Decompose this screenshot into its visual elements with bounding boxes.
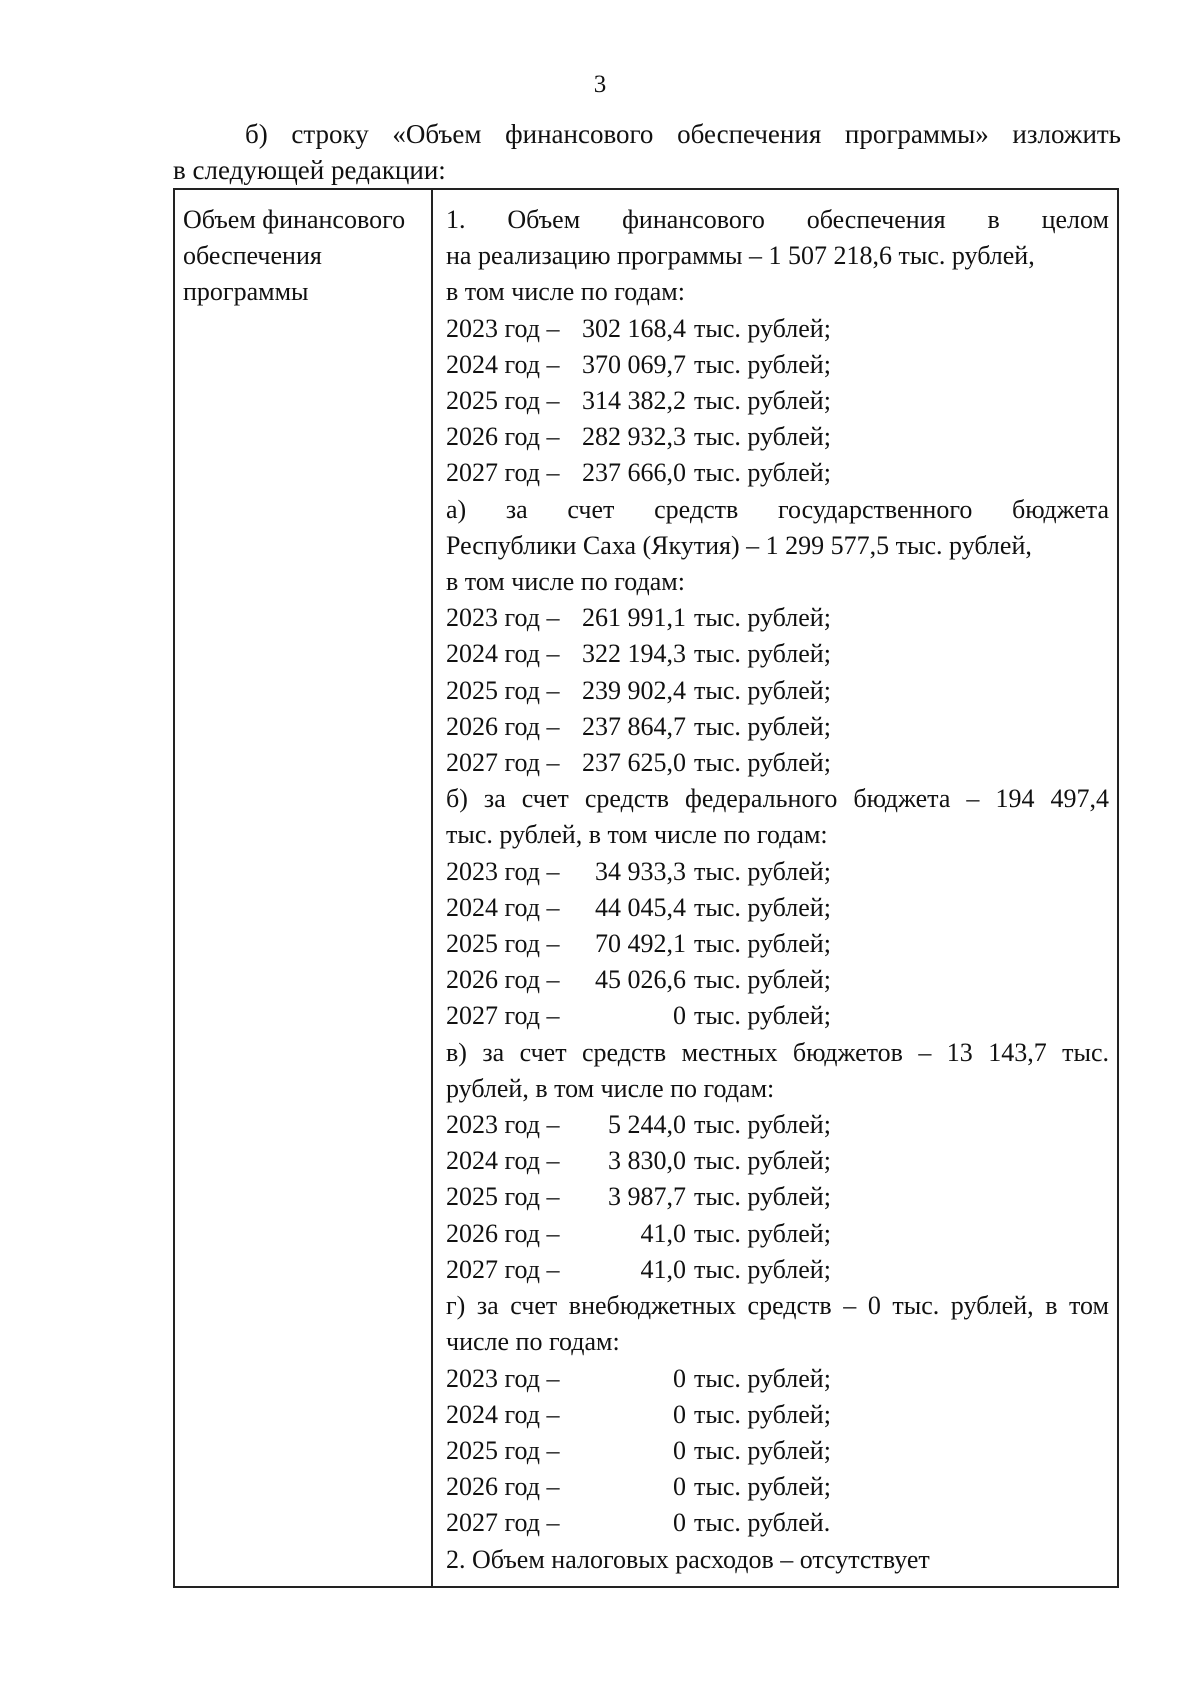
year-unit: тыс. рублей; <box>694 1435 831 1465</box>
year-amount: 314 382,2 <box>582 386 686 416</box>
source-d-by-years-line: числе по годам: <box>446 1327 620 1357</box>
year-unit: тыс. рублей. <box>694 1508 831 1538</box>
year-amount: 45 026,6 <box>595 965 686 995</box>
year-label: 2025 год – <box>446 1182 560 1212</box>
year-list-total <box>446 311 1109 492</box>
row-label-line: программы <box>183 277 309 306</box>
year-row <box>446 636 1109 672</box>
year-label: 2023 год – <box>446 1110 560 1140</box>
year-row <box>446 1179 1109 1215</box>
year-amount: 3 830,0 <box>608 1146 686 1176</box>
year-label: 2025 год – <box>446 386 560 416</box>
intro-line-1: б) строку «Объем финансового обеспечения программы» изложить <box>245 119 1121 149</box>
year-list-source-a <box>446 600 1109 781</box>
year-label: 2024 год – <box>446 639 560 669</box>
year-label: 2023 год – <box>446 313 560 343</box>
tax-expenditure-line: 2. Объем налоговых расходов – отсутствует <box>446 1544 930 1574</box>
intro-line-2: в следующей редакции: <box>173 155 446 185</box>
year-amount: 34 933,3 <box>595 856 686 886</box>
year-row <box>446 854 1109 890</box>
year-amount: 370 069,7 <box>582 349 686 379</box>
funding-table <box>173 188 1119 1588</box>
year-unit: тыс. рублей; <box>694 892 831 922</box>
row-label-line: обеспечения <box>183 241 322 270</box>
year-unit: тыс. рублей; <box>694 965 831 995</box>
year-amount: 41,0 <box>640 1254 686 1284</box>
year-amount: 0 <box>673 1363 686 1393</box>
year-label: 2025 год – <box>446 675 560 705</box>
year-label: 2025 год – <box>446 1435 560 1465</box>
year-unit: тыс. рублей; <box>694 1001 831 1031</box>
year-amount: 5 244,0 <box>608 1110 686 1140</box>
year-row <box>446 1107 1109 1143</box>
year-unit: тыс. рублей; <box>694 929 831 959</box>
year-list-source-c <box>446 1107 1109 1288</box>
by-years-line: в том числе по годам: <box>446 567 685 597</box>
source-a-heading-line: а) за счет средств государственного бюджета <box>446 494 1109 524</box>
source-d-heading-line: г) за счет внебюджетных средств – 0 тыс. рублей, в том <box>446 1291 1109 1321</box>
year-amount: 0 <box>673 1001 686 1031</box>
source-c-heading-line: в) за счет средств местных бюджетов – 13 143,7 тыс. <box>446 1037 1109 1067</box>
year-unit: тыс. рублей; <box>694 1218 831 1248</box>
year-amount: 70 492,1 <box>595 929 686 959</box>
year-amount: 0 <box>673 1435 686 1465</box>
year-amount: 237 666,0 <box>582 458 686 488</box>
year-label: 2027 год – <box>446 748 560 778</box>
year-row <box>446 962 1109 998</box>
year-list-source-d <box>446 1361 1109 1542</box>
year-unit: тыс. рублей; <box>694 639 831 669</box>
year-amount: 3 987,7 <box>608 1182 686 1212</box>
year-row <box>446 1397 1109 1433</box>
year-label: 2027 год – <box>446 1001 560 1031</box>
year-label: 2023 год – <box>446 1363 560 1393</box>
year-row <box>446 1433 1109 1469</box>
year-amount: 237 625,0 <box>582 748 686 778</box>
source-a-amount-line: Республики Саха (Якутия) – 1 299 577,5 тыс. рублей, <box>446 530 1032 560</box>
source-b-by-years-line: тыс. рублей, в том числе по годам: <box>446 820 828 850</box>
year-label: 2024 год – <box>446 1146 560 1176</box>
year-unit: тыс. рублей; <box>694 748 831 778</box>
year-amount: 239 902,4 <box>582 675 686 705</box>
year-amount: 237 864,7 <box>582 711 686 741</box>
year-unit: тыс. рублей; <box>694 675 831 705</box>
year-label: 2025 год – <box>446 929 560 959</box>
year-unit: тыс. рублей; <box>694 856 831 886</box>
year-amount: 261 991,1 <box>582 603 686 633</box>
year-amount: 282 932,3 <box>582 422 686 452</box>
year-row <box>446 926 1109 962</box>
year-label: 2027 год – <box>446 458 560 488</box>
year-row <box>446 890 1109 926</box>
year-unit: тыс. рублей; <box>694 349 831 379</box>
year-label: 2024 год – <box>446 1399 560 1429</box>
by-years-line: в том числе по годам: <box>446 277 685 307</box>
year-unit: тыс. рублей; <box>694 1472 831 1502</box>
page-number: 3 <box>593 71 607 98</box>
year-unit: тыс. рублей; <box>694 1399 831 1429</box>
year-unit: тыс. рублей; <box>694 1254 831 1284</box>
year-row <box>446 1143 1109 1179</box>
year-label: 2027 год – <box>446 1508 560 1538</box>
year-row <box>446 347 1109 383</box>
year-unit: тыс. рублей; <box>694 1182 831 1212</box>
year-label: 2024 год – <box>446 892 560 922</box>
year-row <box>446 673 1109 709</box>
year-row <box>446 1252 1109 1288</box>
year-row <box>446 1216 1109 1252</box>
year-label: 2026 год – <box>446 711 560 741</box>
year-amount: 0 <box>673 1472 686 1502</box>
year-unit: тыс. рублей; <box>694 422 831 452</box>
year-row <box>446 709 1109 745</box>
row-label-cell <box>183 202 428 310</box>
year-unit: тыс. рублей; <box>694 313 831 343</box>
year-row <box>446 600 1109 636</box>
year-label: 2026 год – <box>446 1218 560 1248</box>
year-row <box>446 1469 1109 1505</box>
year-amount: 41,0 <box>640 1218 686 1248</box>
year-row <box>446 1505 1109 1541</box>
row-content-cell <box>446 202 1109 1578</box>
year-label: 2023 год – <box>446 856 560 886</box>
year-unit: тыс. рублей; <box>694 1363 831 1393</box>
year-label: 2024 год – <box>446 349 560 379</box>
year-list-source-b <box>446 854 1109 1035</box>
year-unit: тыс. рублей; <box>694 603 831 633</box>
year-unit: тыс. рублей; <box>694 458 831 488</box>
row-label-line: Объем финансового <box>183 205 406 234</box>
year-unit: тыс. рублей; <box>694 1146 831 1176</box>
year-label: 2026 год – <box>446 422 560 452</box>
year-row <box>446 383 1109 419</box>
total-heading-line: 1. Объем финансового обеспечения в целом <box>446 205 1109 234</box>
year-unit: тыс. рублей; <box>694 1110 831 1140</box>
year-amount: 44 045,4 <box>595 892 686 922</box>
year-label: 2026 год – <box>446 1472 560 1502</box>
year-amount: 0 <box>673 1508 686 1538</box>
year-label: 2027 год – <box>446 1254 560 1284</box>
year-row <box>446 455 1109 491</box>
column-divider <box>431 190 433 1586</box>
year-amount: 322 194,3 <box>582 639 686 669</box>
source-b-heading-line: б) за счет средств федерального бюджета – 194 497,4 <box>446 784 1109 814</box>
year-row <box>446 1361 1109 1397</box>
year-row <box>446 311 1109 347</box>
intro-paragraph <box>173 116 1121 188</box>
year-amount: 302 168,4 <box>582 313 686 343</box>
source-c-by-years-line: рублей, в том числе по годам: <box>446 1073 775 1103</box>
year-amount: 0 <box>673 1399 686 1429</box>
year-label: 2023 год – <box>446 603 560 633</box>
year-row <box>446 745 1109 781</box>
total-amount-line: на реализацию программы – 1 507 218,6 тыс. рублей, <box>446 241 1035 271</box>
year-row <box>446 419 1109 455</box>
year-unit: тыс. рублей; <box>694 711 831 741</box>
year-row <box>446 998 1109 1034</box>
year-label: 2026 год – <box>446 965 560 995</box>
year-unit: тыс. рублей; <box>694 386 831 416</box>
